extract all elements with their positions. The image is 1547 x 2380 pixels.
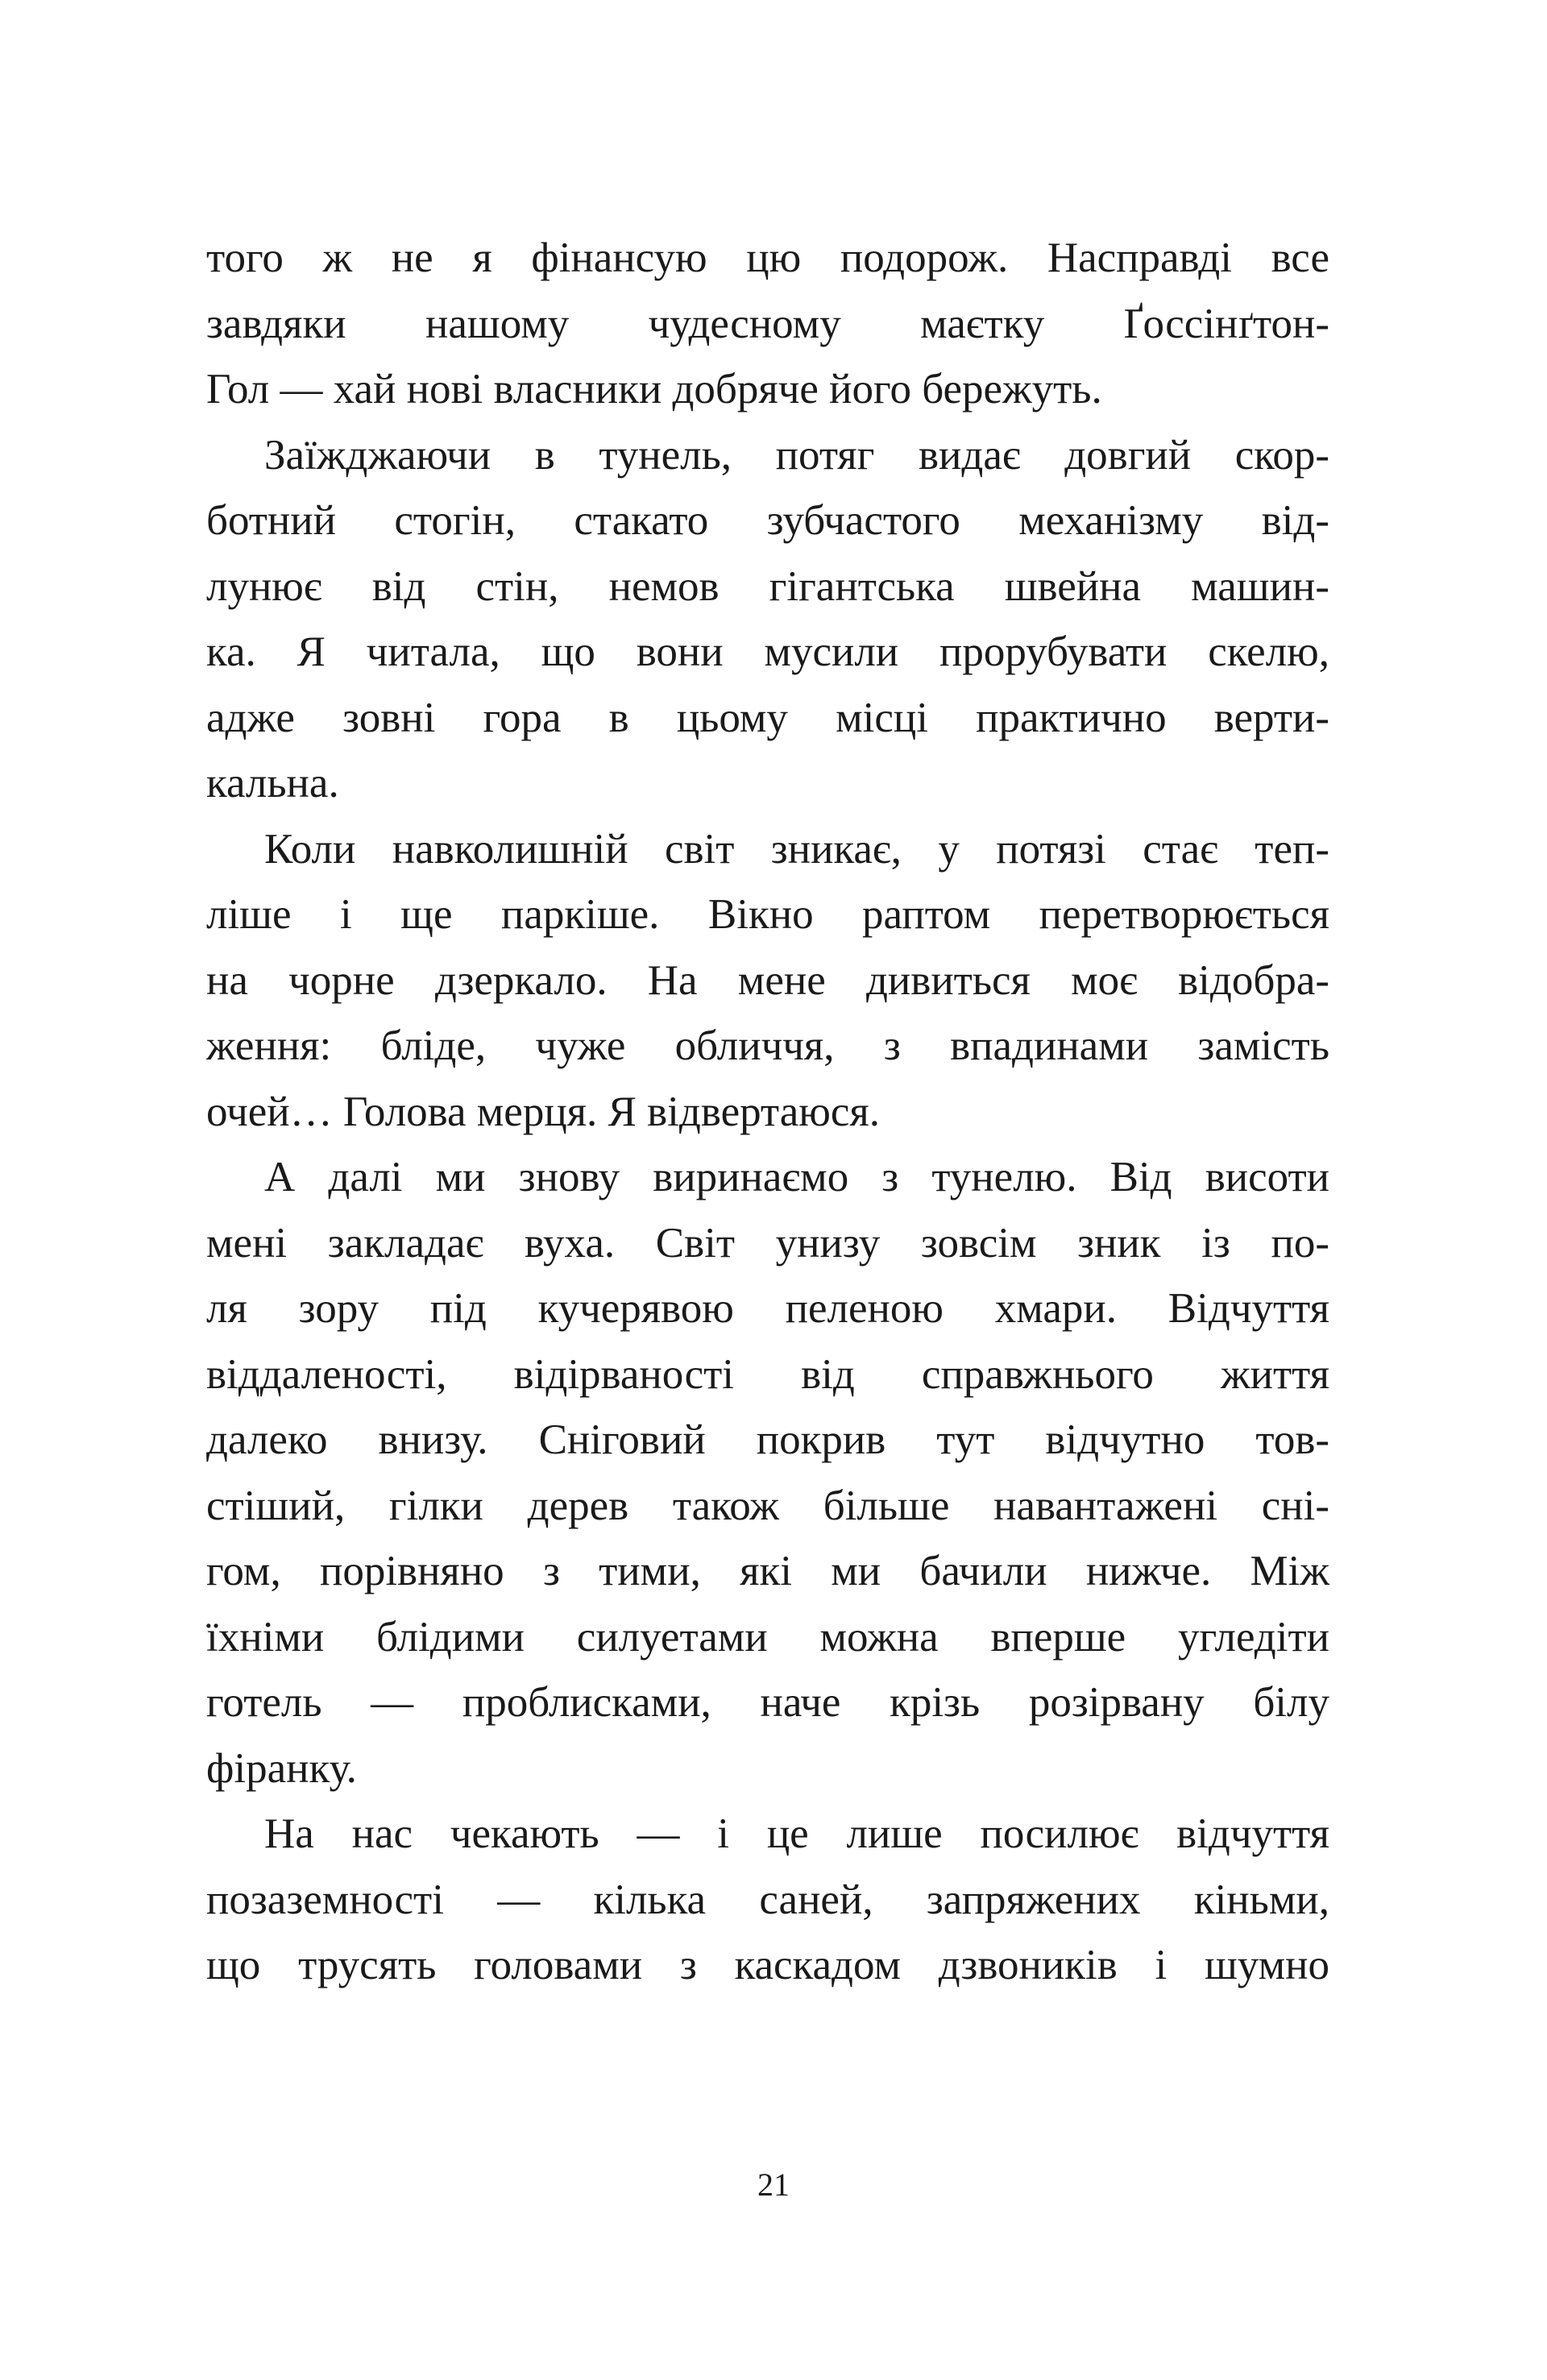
text-line: мені закладає вуха. Світ унизу зовсім зник із по- <box>206 1219 1329 1267</box>
text-line: гом, порівняно з тими, які ми бачили нижче. Між <box>206 1548 1329 1594</box>
text-line: їхніми блідими силуетами можна вперше угледіти <box>206 1613 1329 1661</box>
text-line: того ж не я фінансую цю подорож. Насправді все <box>206 234 1329 281</box>
text-line: ботний стогін, стакато зубчастого механізму від- <box>206 497 1329 544</box>
text-line: кальна. <box>206 760 339 806</box>
text-line: стіший, гілки дерев також більше навантажені сні- <box>206 1482 1329 1529</box>
text-line: лунює від стін, немов гігантська швейна машин- <box>206 562 1329 610</box>
text-line: ка. Я читала, що вони мусили прорубувати скелю, <box>206 628 1329 675</box>
text-line: На нас чекають — і це лише посилює відчуття <box>264 1810 1329 1857</box>
text-line: адже зовні гора в цьому місці практично верти- <box>206 694 1329 741</box>
text-line: фіранку. <box>206 1744 357 1792</box>
body-text <box>206 226 1329 1999</box>
text-line: віддаленості, відірваності від справжнього життя <box>206 1350 1329 1398</box>
text-line: Гол — хай нові власники добряче його бережуть. <box>206 366 1102 413</box>
text-line: ліше і ще паркіше. Вікно раптом перетворюється <box>206 891 1329 938</box>
text-line: далеко внизу. Сніговий покрив тут відчутно тов- <box>206 1416 1329 1463</box>
text-line: готель — проблисками, наче крізь розірвану білу <box>206 1679 1329 1726</box>
text-line: що трусять головами з каскадом дзвоників і шумно <box>206 1942 1329 1988</box>
paragraph <box>206 1145 1329 1802</box>
text-line: Коли навколишній світ зникає, у потязі стає теп- <box>264 825 1329 873</box>
paragraph <box>206 817 1329 1146</box>
text-line: ження: бліде, чуже обличчя, з впадинами замість <box>206 1022 1329 1069</box>
text-line: позаземності — кілька саней, запряжених кіньми, <box>206 1876 1329 1923</box>
paragraph <box>206 1802 1329 1999</box>
text-line: ля зору під кучерявою пеленою хмари. Відчуття <box>206 1285 1329 1332</box>
text-line: Заїжджаючи в тунель, потяг видає довгий скор- <box>264 431 1329 479</box>
text-line: на чорне дзеркало. На мене дивиться моє відобра- <box>206 956 1329 1004</box>
text-line: А далі ми знову виринаємо з тунелю. Від висоти <box>264 1154 1329 1200</box>
paragraph <box>206 226 1329 423</box>
paragraph <box>206 423 1329 817</box>
text-line: очей… Голова мерця. Я відвертаюся. <box>206 1088 880 1135</box>
text-line: завдяки нашому чудесному маєтку Ґоссінґтон- <box>206 300 1329 347</box>
page-number: 21 <box>757 2166 790 2203</box>
